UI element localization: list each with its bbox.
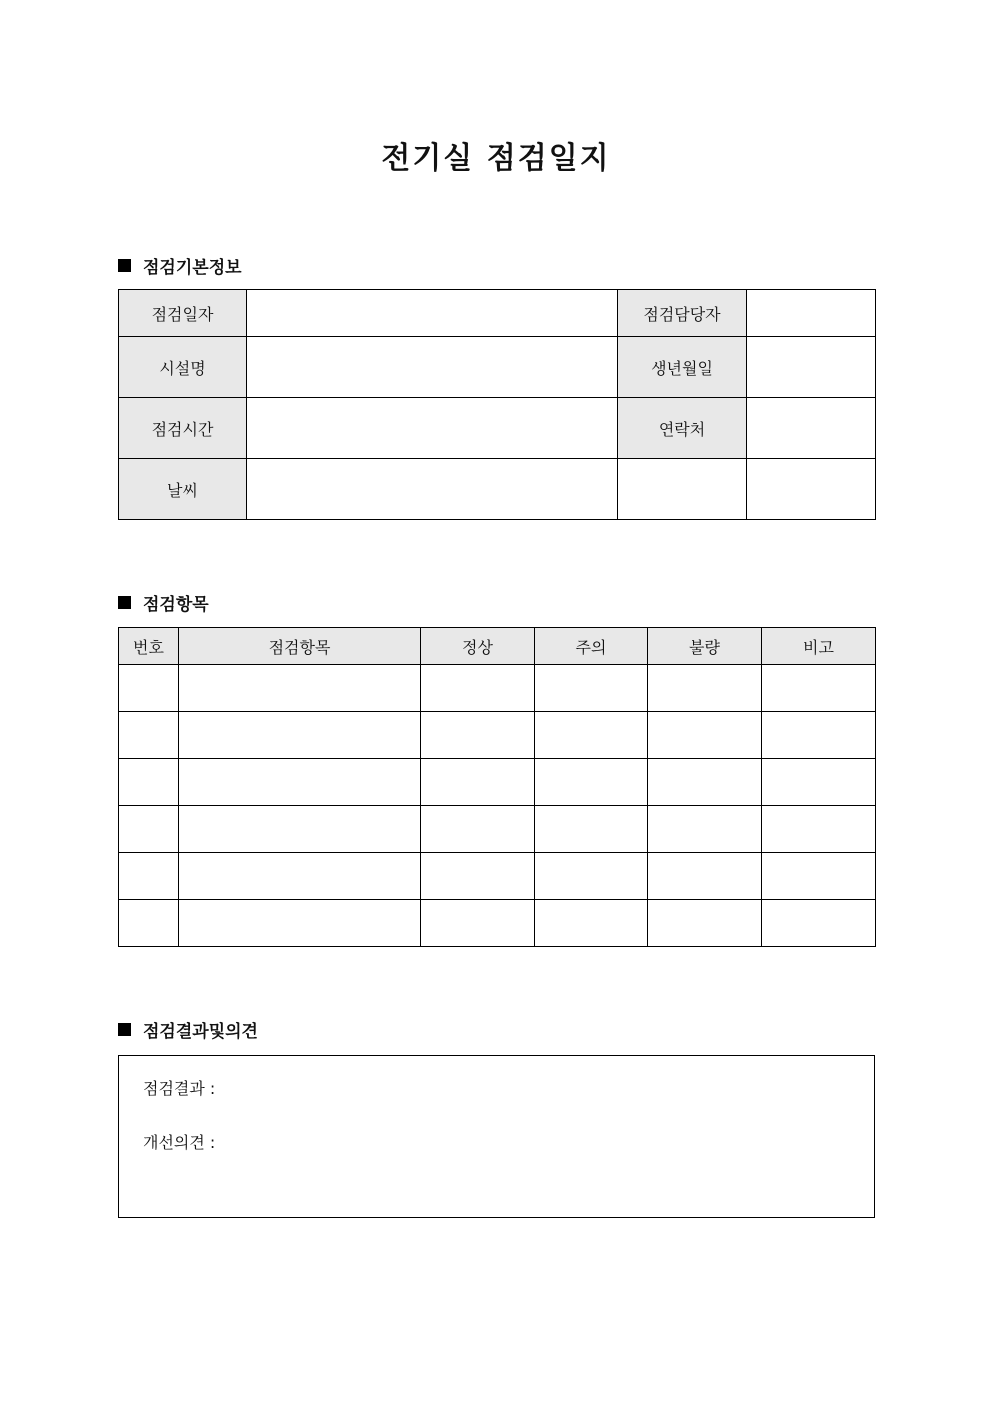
table-row bbox=[119, 712, 876, 759]
normal-cell[interactable] bbox=[421, 900, 535, 947]
table-row bbox=[119, 853, 876, 900]
facility-name-field[interactable] bbox=[247, 337, 618, 398]
column-header-item: 점검항목 bbox=[179, 628, 421, 665]
basic-info-heading-text: 점검기본정보 bbox=[143, 257, 242, 278]
square-bullet-icon bbox=[118, 259, 131, 272]
table-row bbox=[119, 459, 876, 520]
defective-cell[interactable] bbox=[648, 759, 762, 806]
weather-field[interactable] bbox=[247, 459, 618, 520]
number-cell[interactable] bbox=[119, 853, 179, 900]
normal-cell[interactable] bbox=[421, 853, 535, 900]
table-row bbox=[119, 900, 876, 947]
column-header-defective: 불량 bbox=[648, 628, 762, 665]
table-row bbox=[119, 337, 876, 398]
basic-info-heading bbox=[118, 253, 242, 277]
birth-date-field[interactable] bbox=[747, 337, 876, 398]
caution-cell[interactable] bbox=[535, 853, 648, 900]
remarks-cell[interactable] bbox=[762, 759, 876, 806]
table-row bbox=[119, 398, 876, 459]
table-row bbox=[119, 759, 876, 806]
table-row bbox=[119, 806, 876, 853]
inspector-field[interactable] bbox=[747, 290, 876, 337]
result-label: 점검결과 : bbox=[143, 1079, 216, 1098]
caution-cell[interactable] bbox=[535, 759, 648, 806]
table-row bbox=[119, 290, 876, 337]
inspection-date-label: 점검일자 bbox=[119, 290, 247, 337]
items-heading bbox=[118, 590, 209, 614]
column-header-remarks: 비고 bbox=[762, 628, 876, 665]
item-cell[interactable] bbox=[179, 853, 421, 900]
item-cell[interactable] bbox=[179, 665, 421, 712]
remarks-cell[interactable] bbox=[762, 665, 876, 712]
item-cell[interactable] bbox=[179, 806, 421, 853]
number-cell[interactable] bbox=[119, 665, 179, 712]
items-heading-text: 점검항목 bbox=[143, 594, 209, 615]
defective-cell[interactable] bbox=[648, 806, 762, 853]
number-cell[interactable] bbox=[119, 759, 179, 806]
document-title: 전기실 점검일지 bbox=[381, 141, 611, 176]
square-bullet-icon bbox=[118, 596, 131, 609]
item-cell[interactable] bbox=[179, 759, 421, 806]
birth-date-label: 생년월일 bbox=[618, 337, 747, 398]
normal-cell[interactable] bbox=[421, 665, 535, 712]
improvement-label: 개선의견 : bbox=[143, 1133, 216, 1152]
defective-cell[interactable] bbox=[648, 665, 762, 712]
square-bullet-icon bbox=[118, 1023, 131, 1036]
result-line bbox=[143, 1076, 215, 1099]
number-cell[interactable] bbox=[119, 712, 179, 759]
defective-cell[interactable] bbox=[648, 853, 762, 900]
basic-info-table bbox=[118, 289, 876, 520]
result-heading bbox=[118, 1017, 258, 1041]
caution-cell[interactable] bbox=[535, 712, 648, 759]
empty-cell[interactable] bbox=[618, 459, 747, 520]
number-cell[interactable] bbox=[119, 900, 179, 947]
inspection-date-field[interactable] bbox=[247, 290, 618, 337]
normal-cell[interactable] bbox=[421, 806, 535, 853]
table-row bbox=[119, 665, 876, 712]
remarks-cell[interactable] bbox=[762, 900, 876, 947]
column-header-number: 번호 bbox=[119, 628, 179, 665]
table-header-row bbox=[119, 628, 876, 665]
remarks-cell[interactable] bbox=[762, 806, 876, 853]
weather-label: 날씨 bbox=[119, 459, 247, 520]
column-header-normal: 정상 bbox=[421, 628, 535, 665]
result-heading-text: 점검결과및의견 bbox=[143, 1021, 258, 1042]
inspection-time-field[interactable] bbox=[247, 398, 618, 459]
inspection-items-table bbox=[118, 627, 876, 947]
item-cell[interactable] bbox=[179, 712, 421, 759]
defective-cell[interactable] bbox=[648, 712, 762, 759]
contact-field[interactable] bbox=[747, 398, 876, 459]
inspector-label: 점검담당자 bbox=[618, 290, 747, 337]
number-cell[interactable] bbox=[119, 806, 179, 853]
empty-cell[interactable] bbox=[747, 459, 876, 520]
column-header-caution: 주의 bbox=[535, 628, 648, 665]
item-cell[interactable] bbox=[179, 900, 421, 947]
improvement-line bbox=[143, 1130, 215, 1153]
inspection-time-label: 점검시간 bbox=[119, 398, 247, 459]
normal-cell[interactable] bbox=[421, 759, 535, 806]
caution-cell[interactable] bbox=[535, 806, 648, 853]
facility-name-label: 시설명 bbox=[119, 337, 247, 398]
remarks-cell[interactable] bbox=[762, 712, 876, 759]
defective-cell[interactable] bbox=[648, 900, 762, 947]
caution-cell[interactable] bbox=[535, 900, 648, 947]
contact-label: 연락처 bbox=[618, 398, 747, 459]
normal-cell[interactable] bbox=[421, 712, 535, 759]
caution-cell[interactable] bbox=[535, 665, 648, 712]
result-box[interactable] bbox=[118, 1055, 875, 1218]
remarks-cell[interactable] bbox=[762, 853, 876, 900]
